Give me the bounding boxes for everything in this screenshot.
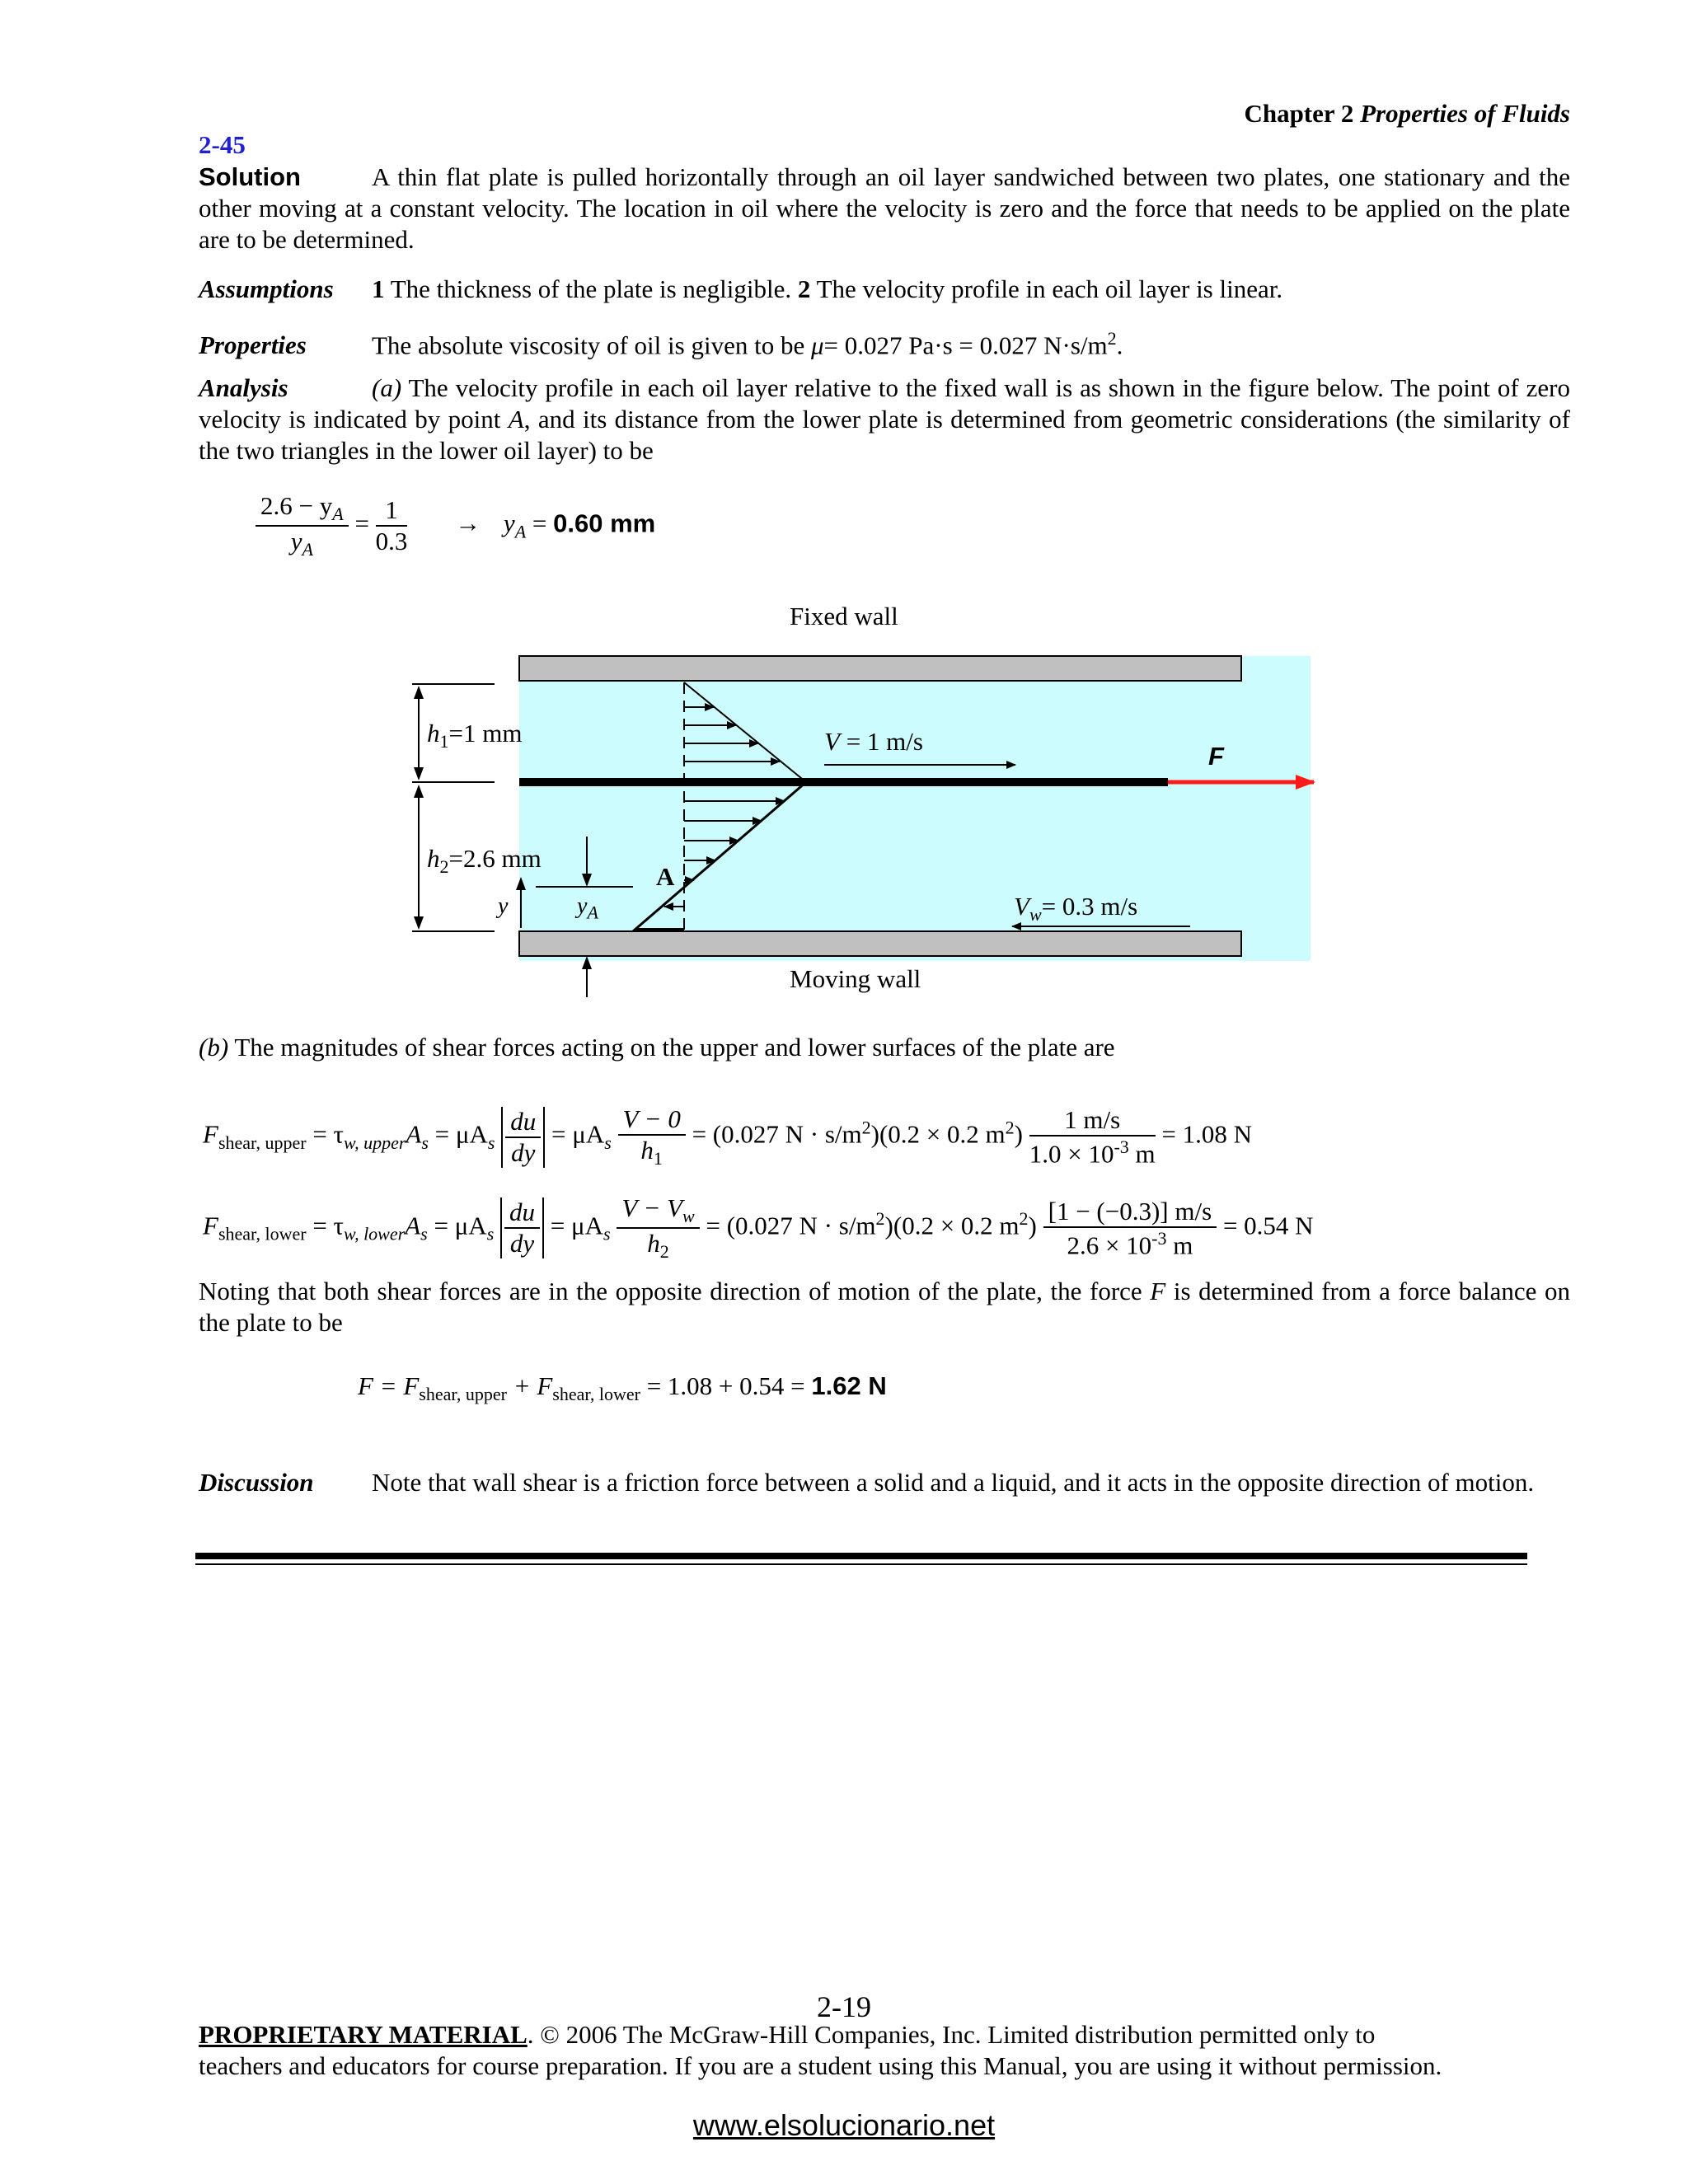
period: . <box>1116 330 1123 360</box>
numerator: 1 <box>376 495 408 527</box>
equation-shear-lower: $F_{shear, lower} = \tau_{w, lower}A_s = \mu A_s$ $\frac{du}{dy}$ = $\mu A_s$ $\frac{V - V_w}{h_2}$ = (0.027 $N \cdot s/m^2)(0.2 \times 0.2$ $m^2$) $\frac{[1 - (-0.3)] m/s}{2.6 \times 10^{-3} m}$ = 0.54 N <box>203 1193 1314 1263</box>
website-link[interactable]: www.elsolucionario.net <box>692 2108 996 2142</box>
equation-force: $F = F_{shear, upper} + F_{shear, lower} = 1.08 + 0.54 = 1.62$ N <box>358 1371 887 1405</box>
problem-number: 2-45 <box>199 130 246 159</box>
part-b-text: The magnitudes of shear forces acting on the upper and lower surfaces of the plate are <box>234 1033 1115 1062</box>
equals: = <box>532 509 547 538</box>
ya-var: y <box>503 509 515 538</box>
subscript: A <box>332 504 344 525</box>
discussion-label: Discussion <box>199 1468 314 1497</box>
ya-label: $y_A$ <box>577 893 598 923</box>
assumption-number: 1 <box>372 274 385 303</box>
fraction-left <box>256 491 349 560</box>
superscript: 2 <box>1107 328 1117 349</box>
assumptions-paragraph <box>199 274 1570 305</box>
equals: = <box>354 509 369 538</box>
h2-label: $h_2=2.6$ mm <box>427 844 542 878</box>
page-number: 2-19 <box>817 1990 871 2023</box>
noting-paragraph <box>199 1276 1570 1338</box>
denominator: y <box>290 527 302 556</box>
properties-label: Properties <box>199 330 307 360</box>
noting-text: Noting that both shear forces are in the opposite direction of motion of the plate, the force <box>199 1277 1142 1305</box>
velocity-profile-figure <box>412 602 1360 1005</box>
copyright-notice <box>199 2019 1600 2082</box>
figure-drawing <box>412 602 1360 1005</box>
fraction-right <box>376 495 408 556</box>
solution-label: Solution <box>199 162 301 191</box>
analysis-text: The velocity profile in each oil layer relative to the fixed wall is as shown in the figure below. The point of zero velocity is indicated by point <box>199 373 1570 434</box>
vw-label: $V_w= 0.3$ m/s <box>1014 892 1138 926</box>
point-a: A <box>508 405 524 434</box>
equation-shear-upper: $F_{shear, upper} = \tau_{w, upper}A_s = \mu A_s$ $\frac{du}{dy}$ = $\mu A_s$ $\frac{V - 0}{h_1}$ = (0.027 $N \cdot s/m^2)(0.2 \times 0.2$ $m^2$) $\frac{1 m/s}{1.0 \times 10^{-3} m}$ = 1.08 N <box>203 1104 1253 1169</box>
v-label: V = 1 m/s <box>824 727 923 756</box>
y-label: y <box>498 893 509 919</box>
plate <box>519 778 1168 786</box>
assumption-text: The thickness of the plate is negligible. <box>390 274 792 303</box>
subscript: A <box>514 521 527 542</box>
arrow-icon: → <box>455 509 481 538</box>
proprietary-label: PROPRIETARY MATERIAL <box>199 2020 528 2049</box>
fixed-wall-label: Fixed wall <box>790 602 898 630</box>
chapter-header <box>1244 99 1570 129</box>
section-divider <box>195 1553 1527 1559</box>
point-a-label: A <box>656 862 675 891</box>
assumptions-label: Assumptions <box>199 274 334 303</box>
analysis-paragraph <box>199 373 1570 466</box>
part-a-marker: (a) <box>372 373 402 402</box>
solution-text: A thin flat plate is pulled horizontally through an oil layer sandwiched between two plates, one stationary and the other moving at a constant velocity. The location in oil where the velocity is zero and the force that needs to be applied on the plate are to be determined. <box>199 162 1570 254</box>
properties-text: The absolute viscosity of oil is given to be <box>372 330 805 360</box>
chapter-title: Properties of Fluids <box>1360 99 1570 128</box>
part-b-marker: (b) <box>199 1033 229 1062</box>
properties-value: = 0.027 Pa·s = 0.027 N·s/m <box>823 330 1108 360</box>
analysis-text-cont: , and its distance from the lower plate is determined from geometric considerations (the similarity of the two triangles in the lower oil layer) to be <box>199 405 1570 465</box>
force-result: 1.62 N <box>811 1371 887 1400</box>
numerator: 2.6 − y <box>260 491 333 520</box>
section-divider-thin <box>195 1563 1527 1565</box>
force-var: F <box>1150 1277 1166 1305</box>
moving-wall <box>519 931 1241 956</box>
analysis-label: Analysis <box>199 373 288 402</box>
equation-ya <box>256 491 655 560</box>
discussion-paragraph <box>199 1467 1570 1498</box>
mu-symbol: μ <box>810 330 824 360</box>
denominator: 0.3 <box>375 527 408 556</box>
solution-paragraph <box>199 162 1570 255</box>
discussion-text: Note that wall shear is a friction force between a solid and a liquid, and it acts in the opposite direction of motion. <box>372 1468 1535 1497</box>
copyright-line1: . © 2006 The McGraw-Hill Companies, Inc. Limited distribution permitted only to <box>527 2020 1376 2049</box>
assumption-number: 2 <box>797 274 811 303</box>
assumption-text: The velocity profile in each oil layer is linear. <box>816 274 1283 303</box>
noting-text-cont: is determined from a force balance on the plate to be <box>199 1277 1571 1337</box>
properties-paragraph <box>199 323 1570 361</box>
moving-wall-label: Moving wall <box>790 964 921 993</box>
h1-label: $h_1=1$ mm <box>427 719 523 752</box>
ya-result: 0.60 mm <box>553 509 656 538</box>
copyright-line2: teachers and educators for course preparation. If you are a student using this Manual, you are using it without permission. <box>199 2051 1442 2080</box>
force-label: F <box>1208 742 1224 771</box>
chapter-label: Chapter 2 <box>1244 99 1354 128</box>
oil-layer <box>519 656 1311 961</box>
subscript: A <box>302 539 313 560</box>
fixed-wall <box>519 656 1241 681</box>
part-b-paragraph <box>199 1032 1570 1063</box>
